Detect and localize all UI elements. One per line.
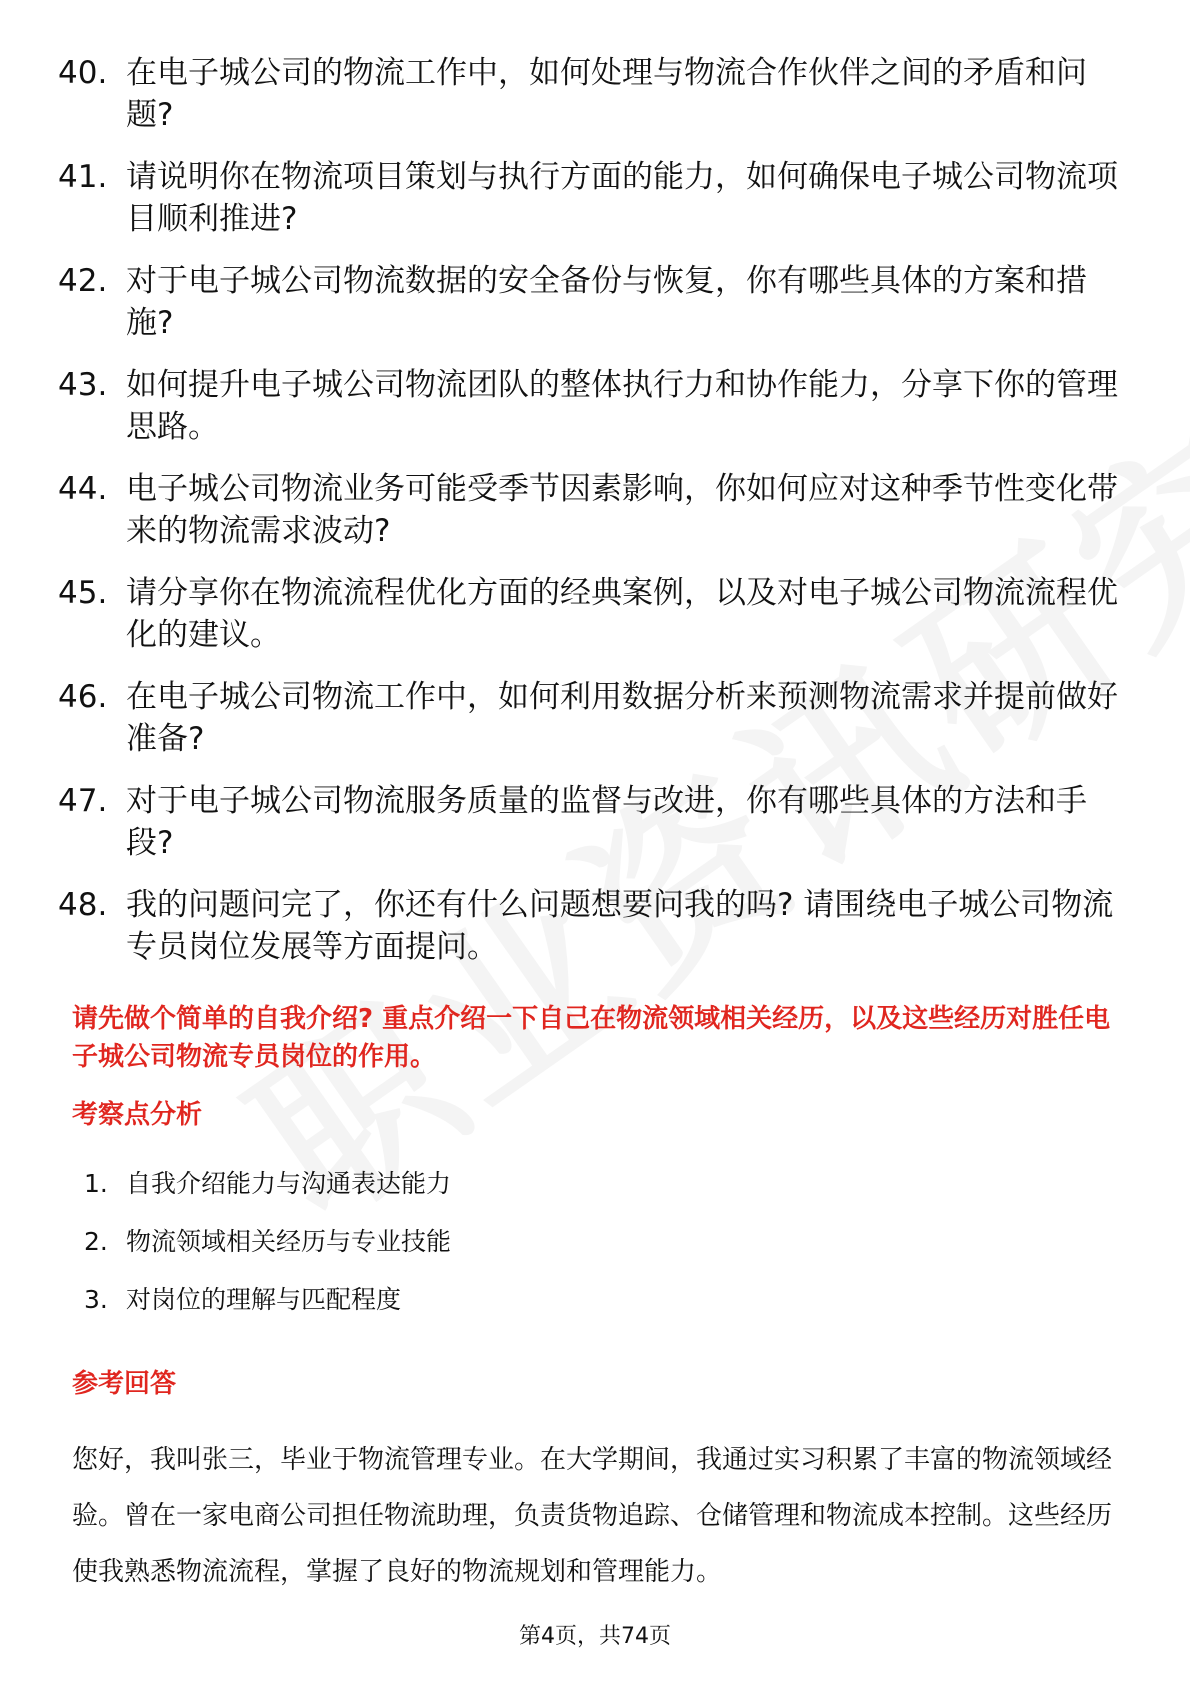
question-item-47 [58, 780, 1128, 864]
question-item-45 [58, 572, 1128, 656]
question-number: 40. [58, 55, 108, 91]
analysis-points [84, 1166, 1084, 1340]
question-item-41 [58, 156, 1128, 240]
question-text: 请分享你在物流流程优化方面的经典案例，以及对电子城公司物流流程优化的建议。 [126, 575, 1118, 653]
analysis-point [84, 1282, 1084, 1318]
question-item-44 [58, 468, 1128, 552]
point-text: 自我介绍能力与沟通表达能力 [126, 1169, 452, 1198]
question-item-43 [58, 364, 1128, 448]
point-number: 3. [84, 1285, 108, 1314]
question-number: 42. [58, 263, 108, 299]
question-number: 44. [58, 471, 108, 507]
point-text: 对岗位的理解与匹配程度 [126, 1285, 402, 1314]
question-text: 对于电子城公司物流数据的安全备份与恢复，你有哪些具体的方案和措施? [126, 263, 1087, 341]
question-number: 47. [58, 783, 108, 819]
reference-heading: 参考回答 [72, 1369, 177, 1399]
question-text: 我的问题问完了，你还有什么问题想要问我的吗? 请围绕电子城公司物流专员岗位发展等方面提问。 [126, 887, 1114, 965]
analysis-heading: 考察点分析 [72, 1100, 203, 1130]
point-text: 物流领域相关经历与专业技能 [126, 1227, 452, 1256]
analysis-point [84, 1166, 1084, 1202]
question-text: 电子城公司物流业务可能受季节因素影响，你如何应对这种季节性变化带来的物流需求波动? [126, 471, 1118, 549]
question-text: 在电子城公司物流工作中，如何利用数据分析来预测物流需求并提前做好准备? [126, 679, 1118, 757]
question-text: 对于电子城公司物流服务质量的监督与改进，你有哪些具体的方法和手段? [126, 783, 1087, 861]
question-item-42 [58, 260, 1128, 344]
question-text: 请说明你在物流项目策划与执行方面的能力，如何确保电子城公司物流项目顺利推进? [126, 159, 1118, 237]
highlighted-question: 请先做个简单的自我介绍? 重点介绍一下自己在物流领域相关经历，以及这些经历对胜任电子城公司物流专员岗位的作用。 [72, 1004, 1111, 1072]
question-number: 43. [58, 367, 108, 403]
question-item-40 [58, 52, 1128, 136]
page-footer: 第4页，共74页 [519, 1624, 671, 1649]
analysis-point [84, 1224, 1084, 1260]
question-number: 48. [58, 887, 108, 923]
question-text: 如何提升电子城公司物流团队的整体执行力和协作能力，分享下你的管理思路。 [126, 367, 1118, 445]
question-list [58, 52, 1128, 988]
point-number: 1. [84, 1169, 108, 1198]
question-number: 45. [58, 575, 108, 611]
point-number: 2. [84, 1227, 108, 1256]
question-item-46 [58, 676, 1128, 760]
question-item-48 [58, 884, 1128, 968]
question-text: 在电子城公司的物流工作中，如何处理与物流合作伙伴之间的矛盾和问题? [126, 55, 1087, 133]
question-number: 41. [58, 159, 108, 195]
reference-answer: 您好，我叫张三，毕业于物流管理专业。在大学期间，我通过实习积累了丰富的物流领域经验。曾在一家电商公司担任物流助理，负责货物追踪、仓储管理和物流成本控制。这些经历使我熟悉物流流程，掌握了良好的物流规划和管理能力。 [72, 1445, 1113, 1587]
question-number: 46. [58, 679, 108, 715]
